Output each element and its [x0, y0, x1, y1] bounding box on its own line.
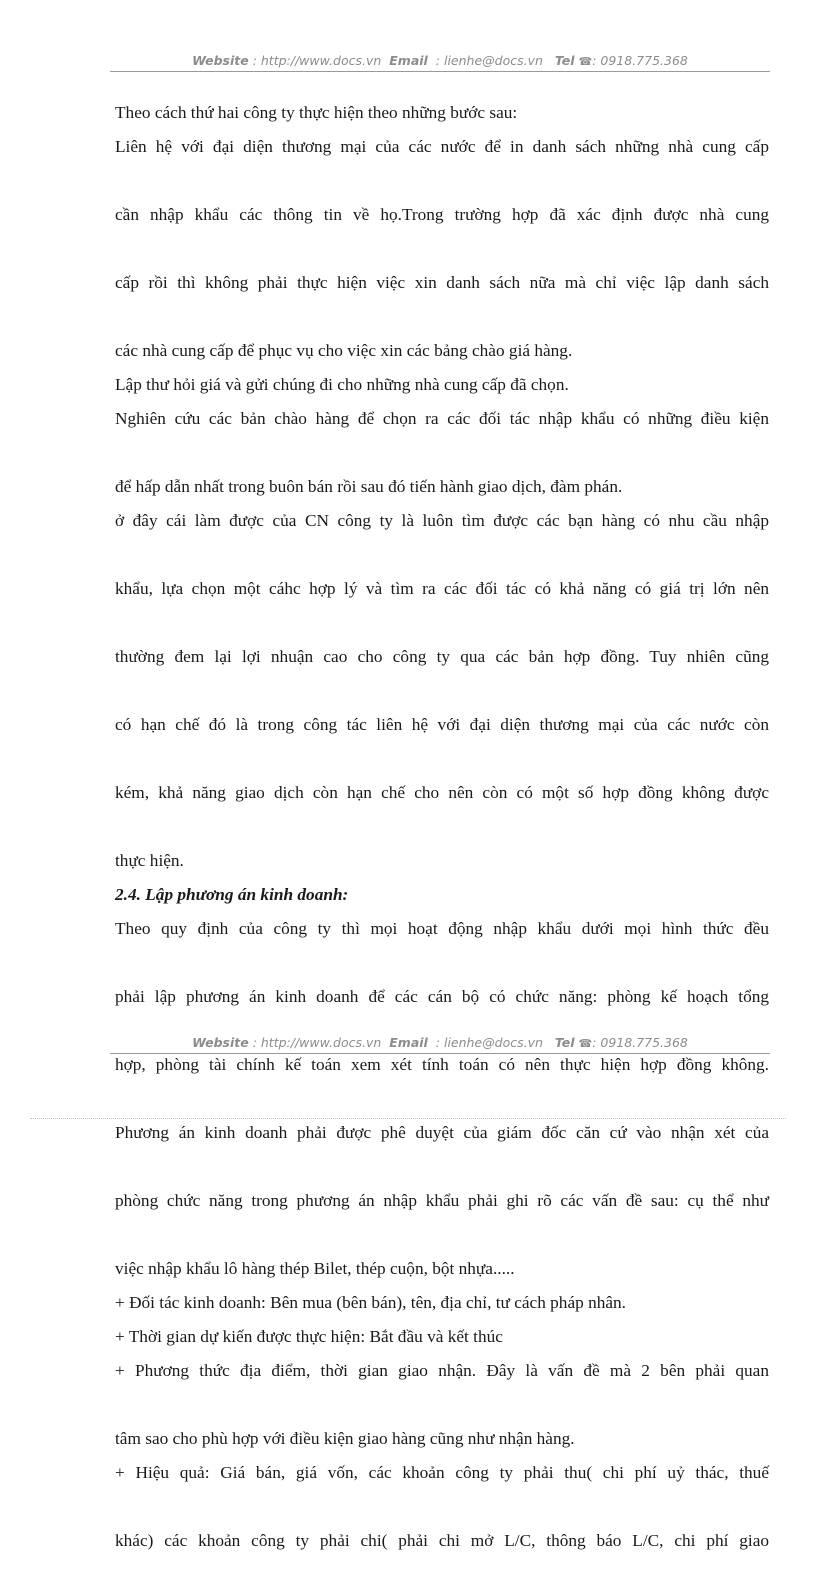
text-line: + Thời gian dự kiến được thực hiện: Bắt đầu và kết thúc — [115, 1327, 503, 1346]
footer-tel-value: : 0918.775.368 — [592, 1035, 688, 1050]
header-website-label: Website — [192, 53, 249, 68]
text-line: cần nhập khẩu các thông tin về họ.Trong trường hợp đã xác định được nhà cung — [115, 205, 769, 224]
text-line: phải lập phương án kinh doanh để các cán bộ có chức năng: phòng kế hoạch tổng — [115, 987, 769, 1006]
footer-email-value: : lienhe@docs.vn — [435, 1035, 543, 1050]
text-line: khác) các khoản công ty phải chi( phải chi mở L/C, thông báo L/C, chi phí giao — [115, 1531, 769, 1550]
text-line: thực hiện. — [115, 851, 184, 870]
footer-email-label: Email — [389, 1035, 428, 1050]
text-line: Phương án kinh doanh phải được phê duyệt của giám đốc căn cứ vào nhận xét của — [115, 1123, 769, 1142]
page-header — [110, 53, 770, 68]
text-line: hợp, phòng tài chính kế toán xem xét tính toán có nên thực hiện hợp đồng không. — [115, 1055, 769, 1074]
document-body — [115, 96, 769, 1592]
footer-tel-label: Tel — [554, 1035, 575, 1050]
header-divider — [110, 71, 770, 72]
section-heading: 2.4. Lập phương án kinh doanh: — [115, 885, 349, 904]
text-line: Liên hệ với đại diện thương mại của các nước để in danh sách những nhà cung cấp — [115, 137, 769, 156]
footer-website-label: Website — [192, 1035, 249, 1050]
text-line: có hạn chế đó là trong công tác liên hệ với đại diện thương mại của các nước còn — [115, 715, 769, 734]
phone-icon: ☎ — [578, 1037, 593, 1050]
page-footer — [110, 1035, 770, 1050]
header-website-value: : http://www.docs.vn — [252, 53, 382, 68]
footer-website-value: : http://www.docs.vn — [252, 1035, 382, 1050]
text-line: cấp rồi thì không phải thực hiện việc xin danh sách nữa mà chỉ việc lập danh sách — [115, 273, 769, 292]
text-line: + Đối tác kinh doanh: Bên mua (bên bán), tên, địa chỉ, tư cách pháp nhân. — [115, 1293, 626, 1312]
text-line: phòng chức năng trong phương án nhập khẩu phải ghi rõ các vấn đề sau: cụ thể như — [115, 1191, 769, 1210]
text-line: + Hiệu quả: Giá bán, giá vốn, các khoản công ty phải thu( chi phí uỷ thác, thuế — [115, 1463, 769, 1482]
text-line: việc nhập khẩu lô hàng thép Bilet, thép cuộn, bột nhựa..... — [115, 1259, 515, 1278]
text-line: Theo cách thứ hai công ty thực hiện theo những bước sau: — [115, 103, 518, 122]
text-line: Nghiên cứu các bản chào hàng để chọn ra các đối tác nhập khẩu có những điều kiện — [115, 409, 769, 428]
text-line: để hấp dẫn nhất trong buôn bán rồi sau đó tiến hành giao dịch, đàm phán. — [115, 477, 623, 496]
text-line: khẩu, lựa chọn một cáhc hợp lý và tìm ra các đối tác có khả năng có giá trị lớn nên — [115, 579, 769, 598]
text-line: Theo quy định của công ty thì mọi hoạt động nhập khẩu dưới mọi hình thức đều — [115, 919, 769, 938]
header-email-value: : lienhe@docs.vn — [435, 53, 543, 68]
text-line: tâm sao cho phù hợp với điều kiện giao hàng cũng như nhận hàng. — [115, 1429, 575, 1448]
footer-divider — [110, 1053, 770, 1054]
text-line: ở đây cái làm được của CN công ty là luôn tìm được các bạn hàng có nhu cầu nhập — [115, 511, 769, 530]
text-line: các nhà cung cấp để phục vụ cho việc xin các bảng chào giá hàng. — [115, 341, 573, 360]
text-line: kém, khả năng giao dịch còn hạn chế cho nên còn có một số hợp đồng không được — [115, 783, 769, 802]
text-line: Lập thư hỏi giá và gửi chúng đi cho những nhà cung cấp đã chọn. — [115, 375, 569, 394]
header-email-label: Email — [389, 53, 428, 68]
text-line: + Phương thức địa điểm, thời gian giao nhận. Đây là vấn đề mà 2 bên phải quan — [115, 1361, 769, 1380]
phone-icon: ☎ — [578, 55, 593, 68]
header-tel-value: : 0918.775.368 — [592, 53, 688, 68]
header-tel-label: Tel — [554, 53, 575, 68]
page-edge — [30, 1118, 786, 1119]
text-line: thường đem lại lợi nhuận cao cho công ty qua các bản hợp đồng. Tuy nhiên cũng — [115, 647, 769, 666]
